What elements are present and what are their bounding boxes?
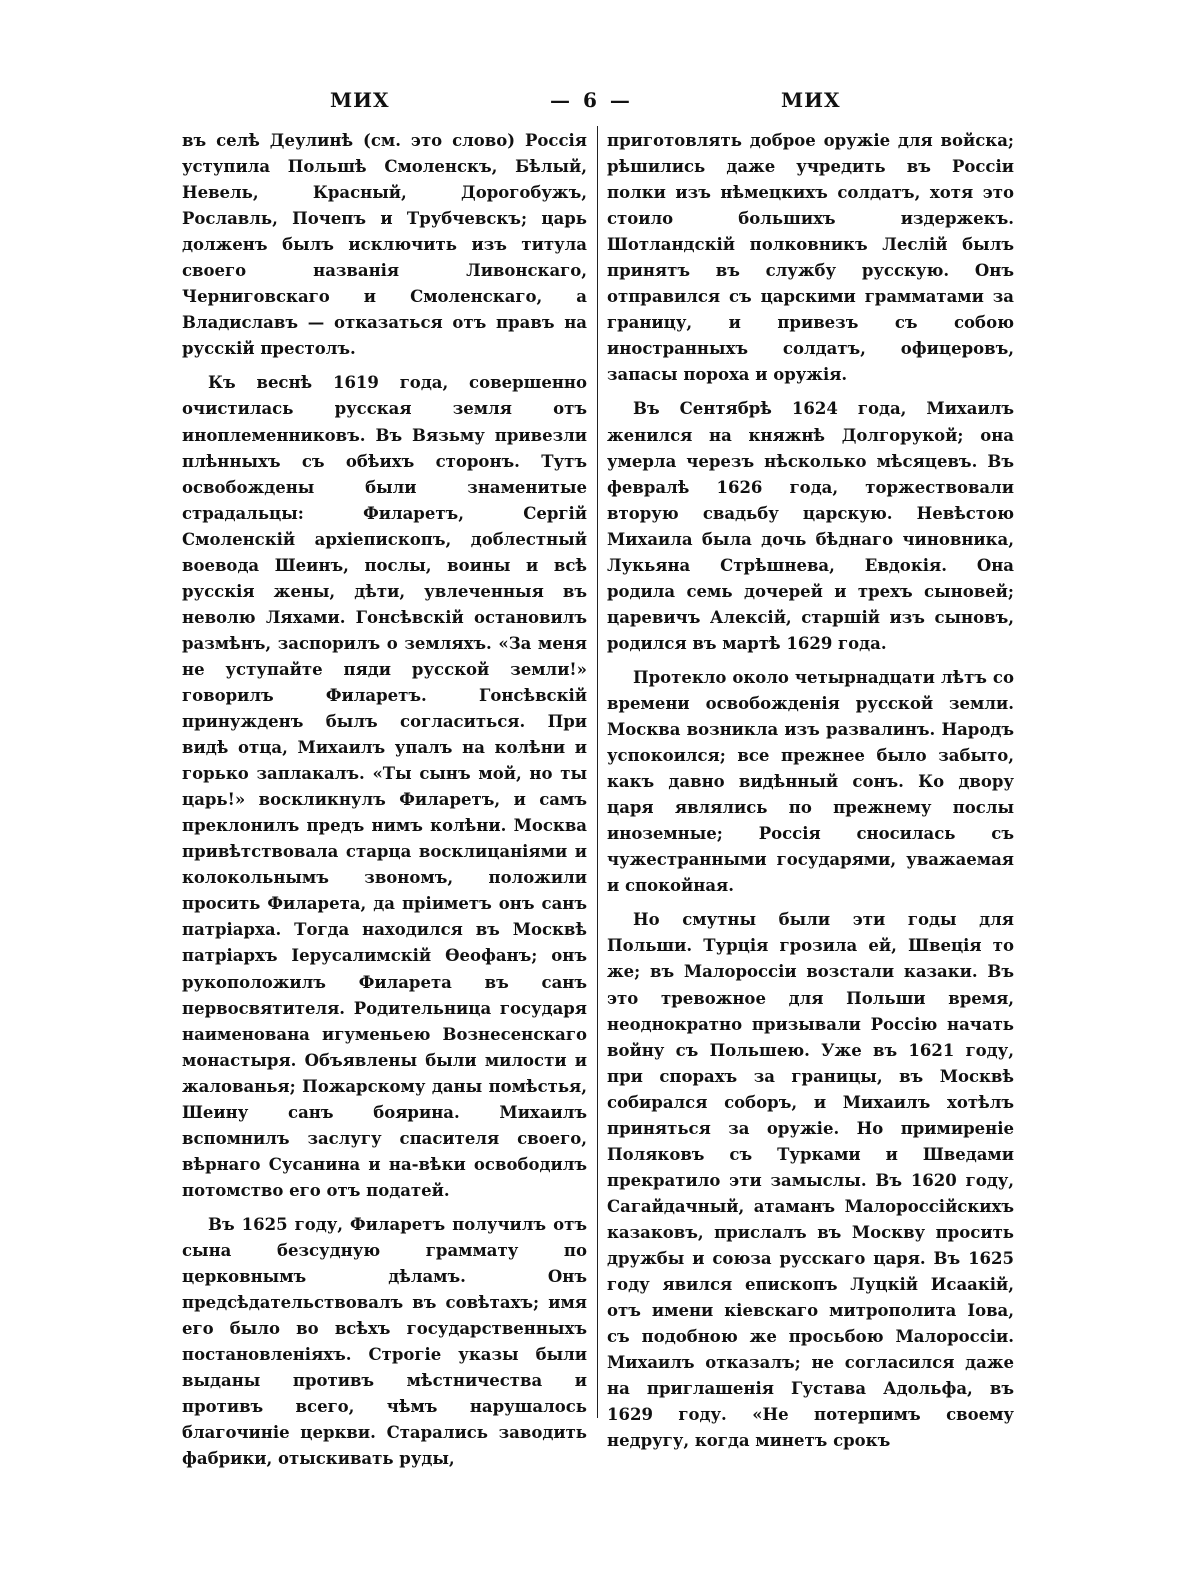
right-column — [607, 128, 1014, 1454]
running-head-right: МИХ — [781, 88, 841, 112]
column-divider — [597, 126, 598, 1418]
running-head-left: МИХ — [330, 88, 390, 112]
left-column — [182, 128, 587, 1472]
paragraph: приготовлять доброе оружіе для войска; рѣшились даже учредить въ Россіи полки изъ нѣмецкихъ солдатъ, хотя это стоило большихъ издержекъ. Шотландскій полковникъ Леслій былъ принятъ въ службу русскую. Онъ отправился съ царскими грамматами за границу, и привезъ съ собою иностранныхъ солдатъ, офицеровъ, запасы пороха и оружія. — [607, 131, 1014, 385]
page-number: — 6 — — [550, 88, 633, 112]
paragraph: Протекло около четырнадцати лѣтъ со времени освобожденія русской земли. Москва возникла изъ развалинъ. Народъ успокоился; все прежнее было забыто, какъ давно видѣнный сонъ. Ко двору царя являлись по прежнему послы иноземные; Россія сносилась съ чужестранными государями, уважаемая и спокойная. — [607, 667, 1014, 896]
paragraph: въ селѣ Деулинѣ (см. это слово) Россія уступила Польшѣ Смоленскъ, Бѣлый, Невель, Красный, Дорогобужъ, Рославль, Почепъ и Трубчевскъ; царь долженъ былъ исключить изъ титула своего названія Ливонскаго, Черниговскаго и Смоленскаго, а Владиславъ — отказаться отъ правъ на русскій престолъ. — [182, 131, 587, 359]
page-header — [0, 88, 1191, 118]
paragraph: Въ 1625 году, Филаретъ получилъ отъ сына безсудную граммату по церковнымъ дѣламъ. Онъ предсѣдательствовалъ въ совѣтахъ; имя его было во всѣхъ государственныхъ постановленіяхъ. Строгіе указы были выданы противъ мѣстничества и противъ всего, чѣмъ нарушалось благочиніе церкви. Старались заводить фабрики, отыскивать руды, — [182, 1214, 587, 1469]
paragraph: Къ веснѣ 1619 года, совершенно очистилась русская земля отъ иноплеменниковъ. Въ Вязьму привезли плѣнныхъ съ обѣихъ сторонъ. Тутъ освобождены были знаменитые страдальцы: Филаретъ, Сергій Смоленскій архіепископъ, доблестный воевода Шеинъ, послы, воины и всѣ русскія жены, дѣти, увлеченныя въ неволю Ляхами. Гонсѣвскій остановилъ размѣнъ, заспорилъ о земляхъ. «За меня не уступайте пяди русской земли!» говорилъ Филаретъ. Гонсѣвскій принужденъ былъ согласиться. При видѣ отца, Михаилъ упалъ на колѣни и горько заплакалъ. «Ты сынъ мой, но ты царь!» воскликнулъ Филаретъ, и самъ преклонилъ предъ нимъ колѣни. Москва привѣтствовала старца восклицаніями и колокольнымъ звономъ, положили просить Филарета, да пріиметъ онъ санъ патріарха. Тогда находился въ Москвѣ патріархъ Іерусалимскій Ѳеофанъ; онъ рукоположилъ Филарета въ санъ первосвятителя. Родительница государя наименована игуменьею Вознесенскаго монастыря. Объявлены были милости и жалованья; Пожарскому даны помѣстья, Шеину санъ боярина. Михаилъ вспомнилъ заслугу спасителя своего, вѣрнаго Сусанина и на-вѣки освободилъ потомство его отъ податей. — [182, 373, 587, 1200]
paragraph: Но смутны были эти годы для Польши. Турція грозила ей, Швеція то же; въ Малороссіи возстали казаки. Въ это тревожное для Польши время, неоднократно призывали Россію начать войну съ Польшею. Уже въ 1621 году, при спорахъ за границы, въ Москвѣ собирался соборъ, и Михаилъ хотѣлъ приняться за оружіе. Но примиреніе Поляковъ съ Турками и Шведами прекратило эти замыслы. Въ 1620 году, Сагайдачный, атаманъ Малороссійскихъ казаковъ, прислалъ въ Москву просить дружбы и союза русскаго царя. Въ 1625 году явился епископъ Луцкій Исаакій, отъ имени кіевскаго митрополита Іова, съ подобною же просьбою Малороссіи. Михаилъ отказалъ; не согласился даже на приглашенія Густава Адольфа, въ 1629 году. «Не потерпимъ своему недругу, когда минетъ срокъ — [607, 910, 1014, 1451]
paragraph: Въ Сентябрѣ 1624 года, Михаилъ женился на княжнѣ Долгорукой; она умерла черезъ нѣсколько мѣсяцевъ. Въ февралѣ 1626 года, торжествовали вторую свадьбу царскую. Невѣстою Михаила была дочь бѣднаго чиновника, Лукьяна Стрѣшнева, Евдокія. Она родила семь дочерей и трехъ сыновей; царевичъ Алексій, старшій изъ сыновъ, родился въ мартѣ 1629 года. — [607, 399, 1014, 653]
